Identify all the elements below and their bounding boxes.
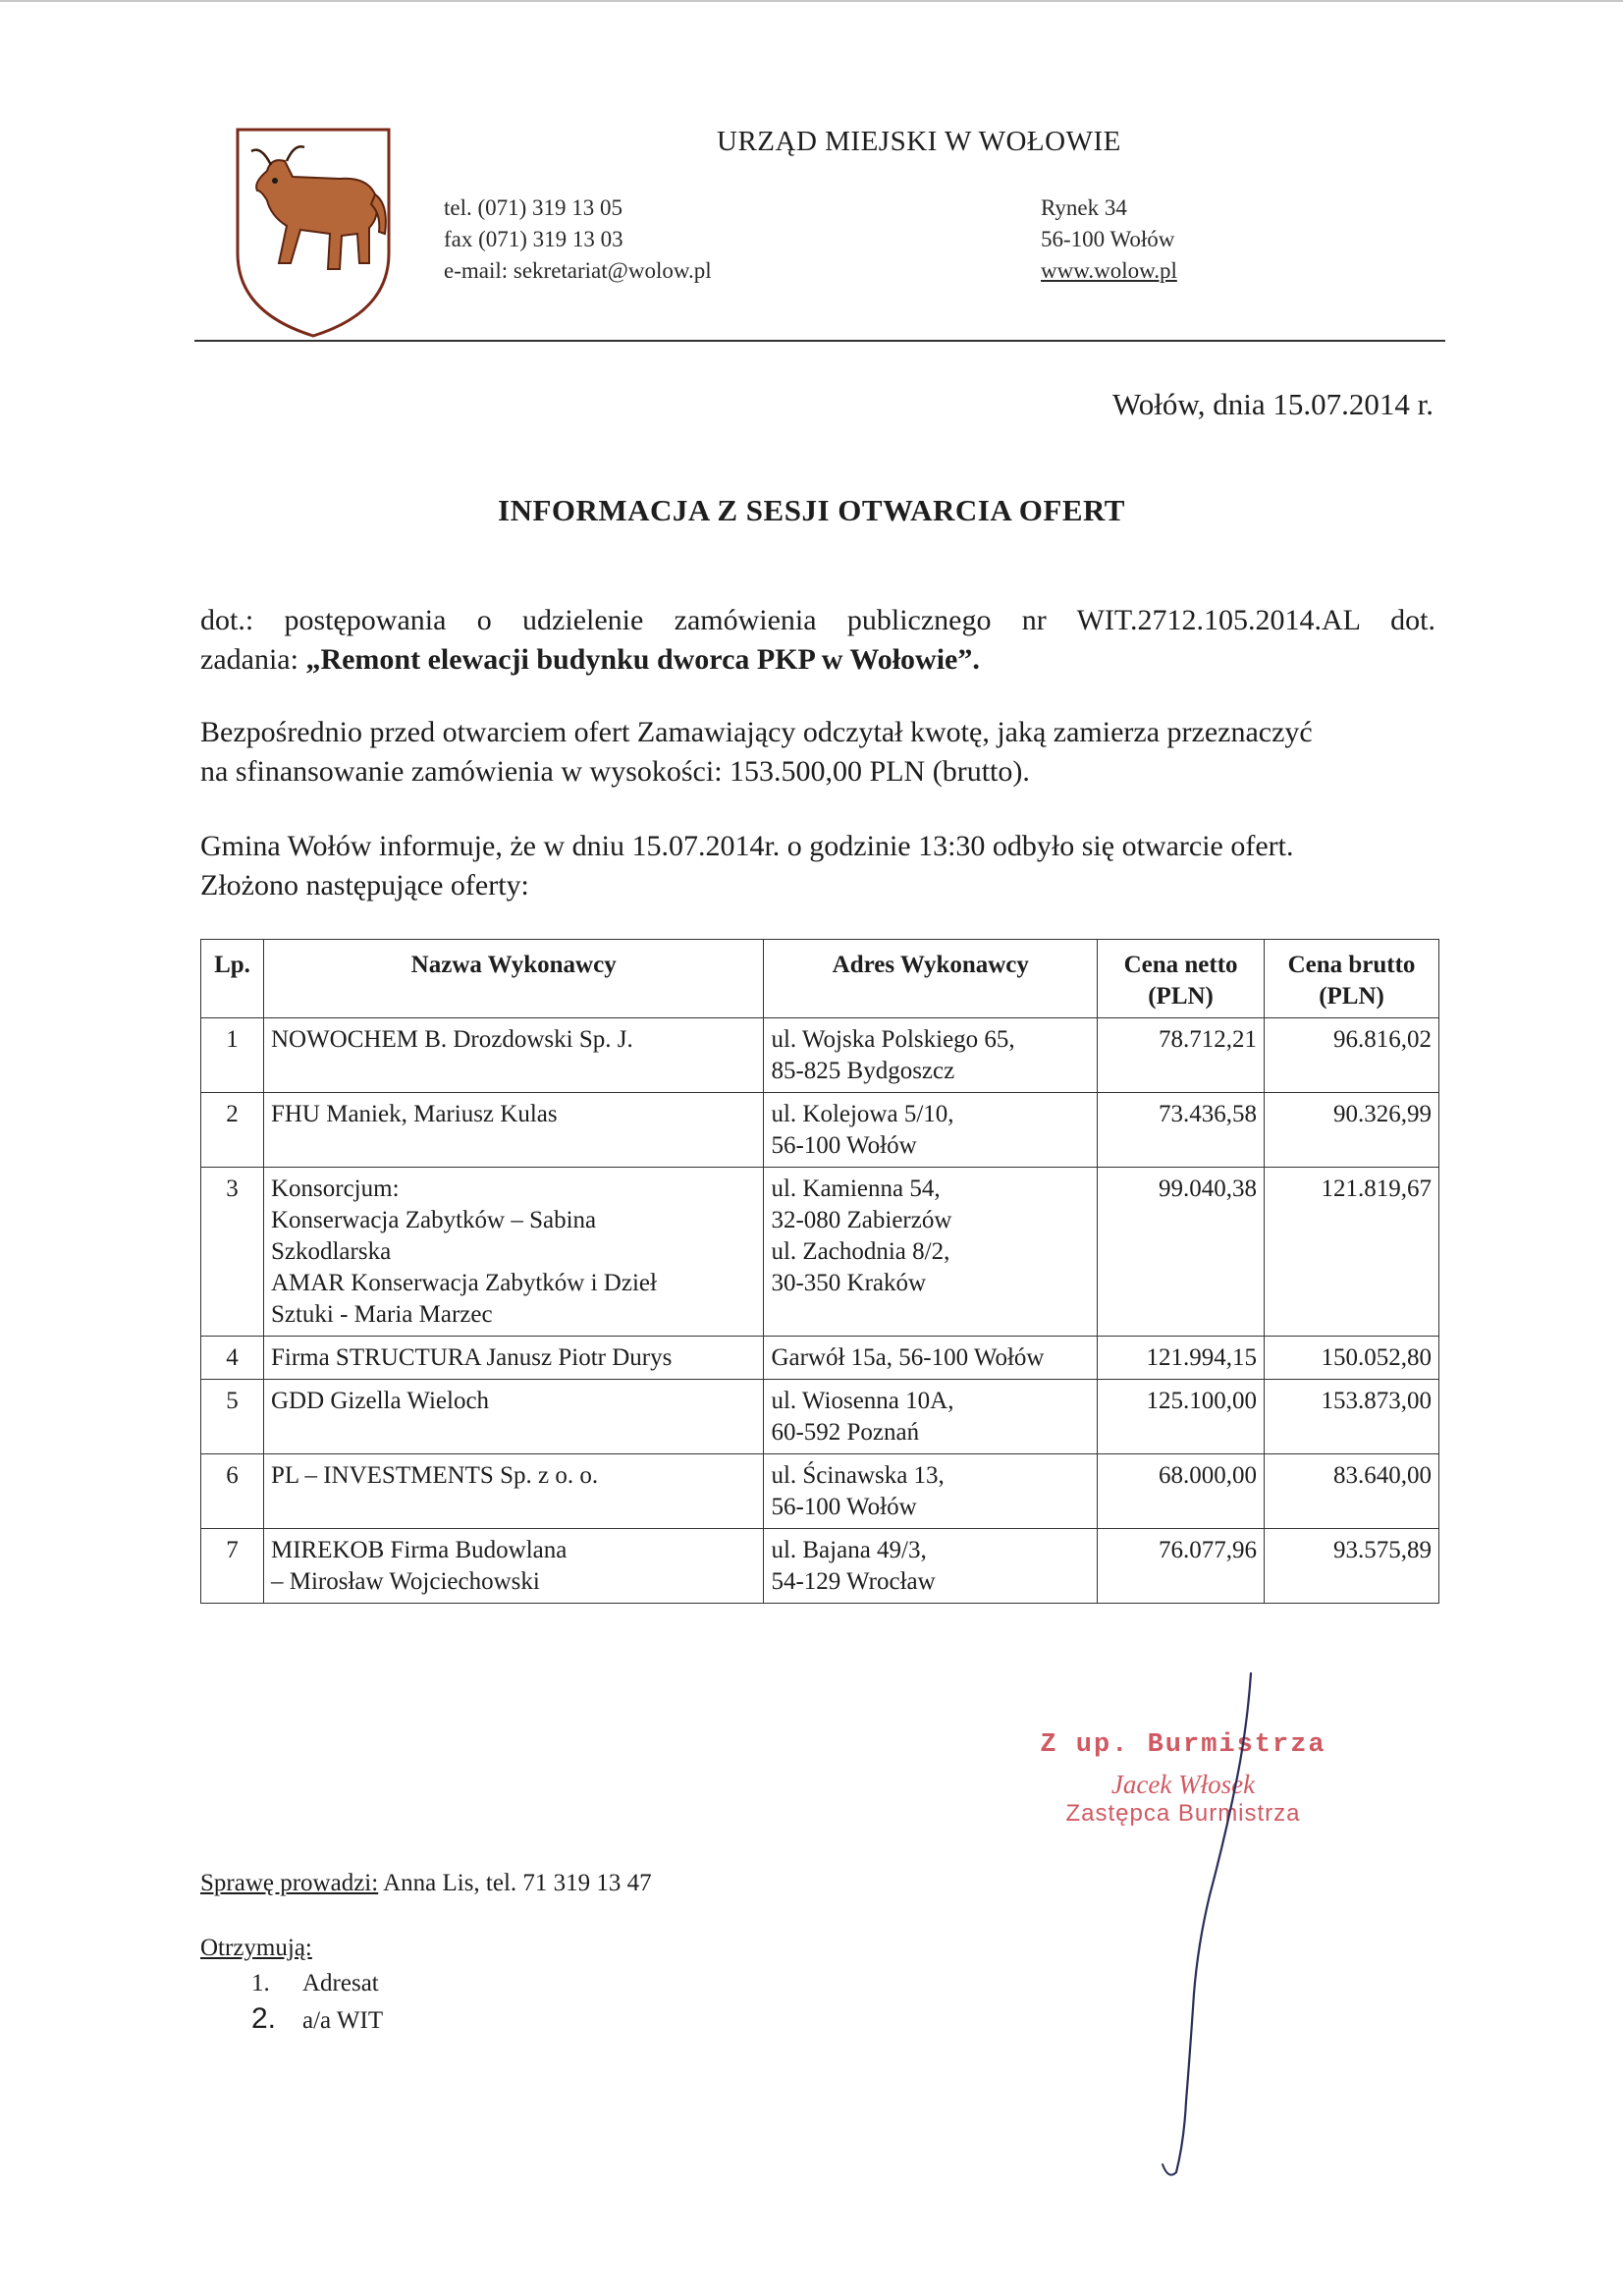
table-row xyxy=(201,1093,1439,1168)
cell-lp: 6 xyxy=(201,1454,264,1529)
email-address: e-mail: sekretariat@wolow.pl xyxy=(444,258,712,283)
contractor-name-line: PL – INVESTMENTS Sp. z o. o. xyxy=(270,1462,599,1489)
session-line-2: Złożono następujące oferty: xyxy=(200,869,529,902)
cell-contractor-name xyxy=(263,1168,763,1337)
website-link[interactable]: www.wolow.pl xyxy=(1041,258,1177,283)
contractor-address-line: 56-100 Wołów xyxy=(771,1132,917,1159)
intro-line-2-prefix: zadania: xyxy=(200,643,306,676)
table-row xyxy=(201,1168,1439,1337)
document-title: INFORMACJA Z SESJI OTWARCIA OFERT xyxy=(498,493,1125,527)
contact-right xyxy=(1041,192,1177,287)
cell-contractor-address xyxy=(764,1529,1098,1604)
contractor-name-line: AMAR Konserwacja Zabytków i Dzieł xyxy=(270,1270,657,1296)
intro-paragraph xyxy=(200,601,1435,680)
contractor-address-line: 60-592 Poznań xyxy=(771,1419,920,1446)
contractor-name-line: Konserwacja Zabytków – Sabina xyxy=(270,1207,597,1233)
table-row xyxy=(201,1337,1439,1380)
cell-gross-price: 90.326,99 xyxy=(1265,1093,1439,1168)
cell-gross-price: 83.640,00 xyxy=(1265,1454,1439,1529)
recipient-number: 1. xyxy=(251,1970,270,1996)
contractor-address-line: 32-080 Zabierzów xyxy=(771,1207,952,1233)
stamp-authorization: Z up. Burmistrza xyxy=(1040,1730,1326,1760)
cell-contractor-name xyxy=(263,1380,763,1454)
contractor-name-line: FHU Maniek, Mariusz Kulas xyxy=(270,1101,558,1127)
phone-number: tel. (071) 319 13 05 xyxy=(444,195,623,220)
cell-net-price: 68.000,00 xyxy=(1098,1454,1265,1529)
handled-by xyxy=(200,1870,652,1897)
cell-net-price: 78.712,21 xyxy=(1098,1018,1265,1093)
header-address: Adres Wykonawcy xyxy=(764,940,1098,1018)
contractor-address-line: ul. Kamienna 54, xyxy=(771,1175,941,1202)
cell-gross-price: 150.052,80 xyxy=(1265,1337,1439,1380)
session-line-1: Gmina Wołów informuje, że w dniu 15.07.2014r. o godzinie 13:30 odbyło się otwarcie ofert. xyxy=(200,830,1294,862)
contractor-address-line: 30-350 Kraków xyxy=(771,1270,927,1296)
session-paragraph xyxy=(200,827,1435,905)
postal-city: 56-100 Wołów xyxy=(1041,227,1175,251)
cell-net-price: 76.077,96 xyxy=(1098,1529,1265,1604)
cell-contractor-name xyxy=(263,1529,763,1604)
contractor-name-line: Sztuki - Maria Marzec xyxy=(270,1301,493,1328)
stamp-role: Zastępca Burmistrza xyxy=(1065,1800,1301,1827)
table-row xyxy=(201,1454,1439,1529)
contractor-address-line: ul. Ścinawska 13, xyxy=(771,1462,945,1489)
cell-gross-price: 153.873,00 xyxy=(1265,1380,1439,1454)
cell-lp: 7 xyxy=(201,1529,264,1604)
recipient-text: Adresat xyxy=(302,1970,379,1996)
cell-contractor-address xyxy=(764,1337,1098,1380)
header-divider xyxy=(194,340,1445,342)
budget-line-2: na sfinansowanie zamówienia w wysokości: 153.500,00 PLN (brutto). xyxy=(200,755,1030,788)
contractor-address-line: ul. Zachodnia 8/2, xyxy=(771,1238,950,1265)
bull-coat-of-arms-icon xyxy=(232,126,395,340)
header-gross-line-2: (PLN) xyxy=(1319,983,1384,1010)
cell-net-price: 99.040,38 xyxy=(1098,1168,1265,1337)
header-name: Nazwa Wykonawcy xyxy=(263,940,763,1018)
contractor-name-line: Konsorcjum: xyxy=(270,1175,400,1202)
contractor-name-line: – Mirosław Wojciechowski xyxy=(270,1568,540,1595)
office-title: URZĄD MIEJSKI W WOŁOWIE xyxy=(717,126,1121,157)
contact-left xyxy=(444,192,712,287)
budget-paragraph xyxy=(200,713,1435,792)
intro-line-1: dot.: postępowania o udzielenie zamówienia publicznego nr WIT.2712.105.2014.AL dot. xyxy=(200,604,1435,636)
contractor-address-line: Garwół 15a, 56-100 Wołów xyxy=(771,1344,1045,1371)
contractor-address-line: ul. Bajana 49/3, xyxy=(771,1537,927,1563)
street-address: Rynek 34 xyxy=(1041,195,1127,220)
handled-by-value: Anna Lis, tel. 71 319 13 47 xyxy=(378,1870,652,1896)
table-header-row xyxy=(201,940,1439,1018)
list-item xyxy=(251,2001,383,2039)
cell-contractor-name xyxy=(263,1093,763,1168)
cell-contractor-name xyxy=(263,1454,763,1529)
contractor-name-line: MIREKOB Firma Budowlana xyxy=(270,1537,568,1563)
handwritten-signature xyxy=(1129,1669,1276,2180)
cell-contractor-address xyxy=(764,1168,1098,1337)
header-lp: Lp. xyxy=(201,940,264,1018)
recipient-text: a/a WIT xyxy=(302,2007,384,2034)
contractor-address-line: ul. Kolejowa 5/10, xyxy=(771,1101,954,1127)
budget-line-1: Bezpośrednio przed otwarciem ofert Zamawiający odczytał kwotę, jaką zamierza przeznaczyć xyxy=(200,716,1313,748)
table-row xyxy=(201,1018,1439,1093)
date-line: Wołów, dnia 15.07.2014 r. xyxy=(1112,387,1434,421)
offers-table xyxy=(200,939,1439,1604)
handled-by-label: Sprawę prowadzi: xyxy=(200,1870,379,1896)
recipients-list xyxy=(251,1966,383,2039)
header-gross xyxy=(1265,940,1439,1018)
contractor-name-line: Szkodlarska xyxy=(270,1238,392,1265)
cell-gross-price: 96.816,02 xyxy=(1265,1018,1439,1093)
table-row xyxy=(201,1529,1439,1604)
cell-lp: 2 xyxy=(201,1093,264,1168)
cell-net-price: 73.436,58 xyxy=(1098,1093,1265,1168)
cell-lp: 4 xyxy=(201,1337,264,1380)
offers-table-body xyxy=(201,1018,1439,1604)
cell-contractor-address xyxy=(764,1380,1098,1454)
stamp-name: Jacek Włosek xyxy=(1110,1770,1256,1799)
task-name: „Remont elewacji budynku dworca PKP w Wołowie”. xyxy=(305,643,980,676)
contractor-address-line: 54-129 Wrocław xyxy=(771,1568,936,1595)
header-net-line-2: (PLN) xyxy=(1148,983,1214,1010)
cell-lp: 5 xyxy=(201,1380,264,1454)
cell-contractor-name xyxy=(263,1337,763,1380)
cell-gross-price: 93.575,89 xyxy=(1265,1529,1439,1604)
cell-contractor-name xyxy=(263,1018,763,1093)
cell-contractor-address xyxy=(764,1454,1098,1529)
cell-contractor-address xyxy=(764,1093,1098,1168)
table-row xyxy=(201,1380,1439,1454)
header-net xyxy=(1098,940,1265,1018)
cell-contractor-address xyxy=(764,1018,1098,1093)
contractor-address-line: ul. Wojska Polskiego 65, xyxy=(771,1026,1015,1053)
cell-lp: 1 xyxy=(201,1018,264,1093)
contractor-address-line: 56-100 Wołów xyxy=(771,1494,917,1520)
contractor-name-line: NOWOCHEM B. Drozdowski Sp. J. xyxy=(270,1026,633,1053)
cell-net-price: 125.100,00 xyxy=(1098,1380,1265,1454)
fax-number: fax (071) 319 13 03 xyxy=(444,227,623,251)
recipients-label: Otrzymują: xyxy=(200,1935,312,1961)
cell-net-price: 121.994,15 xyxy=(1098,1337,1265,1380)
contractor-address-line: 85-825 Bydgoszcz xyxy=(771,1058,955,1084)
page-top-edge xyxy=(0,0,1623,8)
cell-lp: 3 xyxy=(201,1168,264,1337)
contractor-name-line: GDD Gizella Wieloch xyxy=(270,1388,490,1414)
contractor-name-line: Firma STRUCTURA Janusz Piotr Durys xyxy=(270,1344,673,1371)
cell-gross-price: 121.819,67 xyxy=(1265,1168,1439,1337)
contractor-address-line: ul. Wiosenna 10A, xyxy=(771,1388,954,1414)
header-gross-line-1: Cena brutto xyxy=(1287,952,1416,978)
recipient-number: 2. xyxy=(251,2002,277,2035)
list-item xyxy=(251,1966,383,2001)
header-net-line-1: Cena netto xyxy=(1123,952,1238,978)
